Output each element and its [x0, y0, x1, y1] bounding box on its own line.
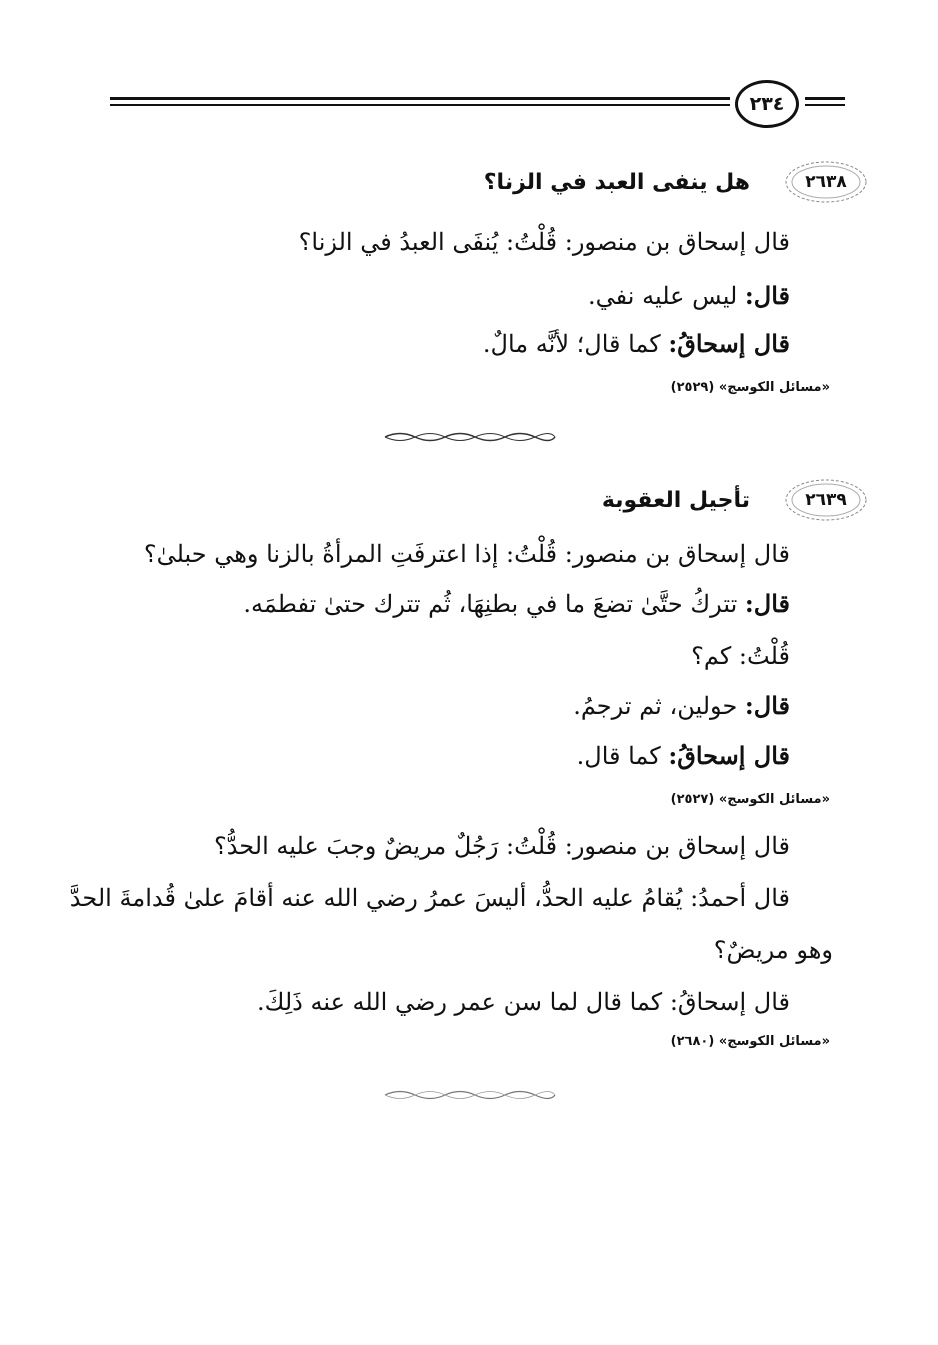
header-rule — [110, 97, 730, 100]
section-title: تأجيل العقوبة — [601, 487, 750, 513]
text-line: قال: حولين، ثم ترجمُ. — [573, 691, 790, 720]
text-line: قال إسحاقُ: كما قال؛ لأنَّه مالٌ. — [482, 329, 790, 358]
text-line: قُلْتُ: كم؟ — [691, 642, 790, 670]
section-number: ٢٦٣٨ — [805, 172, 847, 192]
section-heading — [484, 160, 868, 204]
text-line: قال: تتركُ حتَّىٰ تضعَ ما في بطنِهَا، ثُم تترك حتىٰ تفطمَه. — [243, 589, 790, 618]
source-citation: «مسائل الكوسج» (٢٥٢٧) — [670, 792, 830, 807]
page-number: ٢٣٤ — [735, 80, 799, 128]
source-citation: «مسائل الكوسج» (٢٦٨٠) — [670, 1034, 830, 1049]
header-rule — [805, 104, 845, 106]
text-line: قال: ليس عليه نفي. — [588, 281, 790, 310]
section-title: هل ينفى العبد في الزنا؟ — [483, 169, 750, 195]
text-line: قال إسحاق بن منصور: قُلْتُ: رَجُلٌ مريضٌ وجبَ عليه الحدُّ؟ — [213, 832, 790, 860]
section-number: ٢٦٣٩ — [805, 490, 847, 510]
divider-ornament — [380, 1088, 560, 1102]
text-line: قال إسحاق بن منصور: قُلْتُ: يُنفَى العبدُ في الزنا؟ — [298, 228, 790, 256]
divider-ornament — [380, 430, 560, 444]
text-line: قال إسحاقُ: كما قال لما سن عمر رضي الله عنه ذَلِكَ. — [256, 988, 790, 1016]
header-rule — [110, 104, 730, 106]
header-rule — [805, 97, 845, 100]
section-number-badge — [784, 478, 868, 522]
section-number-badge — [784, 160, 868, 204]
text-line: قال إسحاق بن منصور: قُلْتُ: إذا اعترفَتِ المرأةُ بالزنا وهي حبلىٰ؟ — [143, 540, 790, 568]
text-line: قال إسحاقُ: كما قال. — [576, 741, 790, 770]
source-citation: «مسائل الكوسج» (٢٥٢٩) — [670, 380, 830, 395]
section-heading — [602, 478, 868, 522]
text-line: قال أحمدُ: يُقامُ عليه الحدُّ، أليسَ عمرُ رضي الله عنه أقامَ علىٰ قُدامةَ الحدَّ — [69, 884, 790, 912]
text-line: وهو مريضٌ؟ — [713, 936, 833, 964]
page-header — [110, 80, 845, 130]
